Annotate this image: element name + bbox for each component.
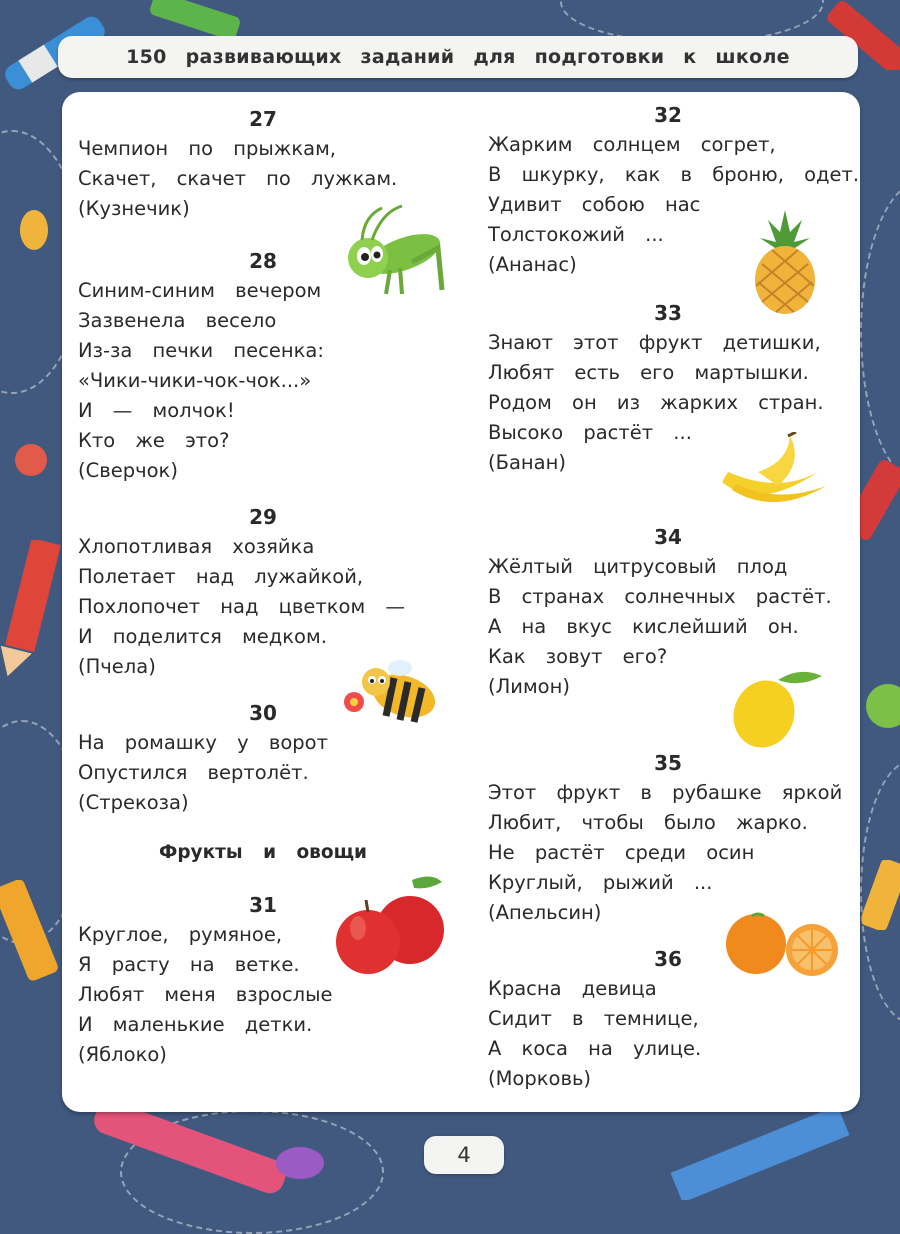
riddle-line: На ромашку у ворот <box>78 731 328 754</box>
riddle-line: И — молчок! <box>78 399 235 422</box>
book-title: 150 развивающих заданий для подготовки к школе <box>126 46 790 68</box>
riddle-line: Не растёт среди осин <box>488 841 755 864</box>
orange-icon <box>722 912 842 976</box>
riddle-line: Любит, чтобы было жарко. <box>488 811 808 834</box>
riddle-line: Как зовут его? <box>488 645 668 668</box>
riddle-line: А на вкус кислейший он. <box>488 615 799 638</box>
candy-icon <box>6 430 56 490</box>
riddle-line: Родом он из жарких стран. <box>488 391 824 414</box>
lollipop-icon <box>862 680 900 750</box>
riddle-line: Любят меня взрослые <box>78 983 333 1006</box>
riddle-line: Зазвенела весело <box>78 309 277 332</box>
riddle-number: 32 <box>654 103 682 127</box>
section-title: Фрукты и овощи <box>158 842 368 863</box>
riddle-line: Полетает над лужайкой, <box>78 565 364 588</box>
riddle-line: «Чики-чики-чок-чок...» <box>78 369 312 392</box>
riddle-line: Сидит в темнице, <box>488 1007 699 1030</box>
pencil-icon <box>650 1110 850 1200</box>
riddle-line: И маленькие детки. <box>78 1013 313 1036</box>
riddle-answer: (Ананас) <box>488 253 577 276</box>
riddle-number: 33 <box>654 301 682 325</box>
riddle-number: 28 <box>249 249 277 273</box>
candy-icon <box>12 200 56 260</box>
riddle-line: Скачет, скачет по лужкам. <box>78 167 398 190</box>
riddle-line: Любят есть его мартышки. <box>488 361 809 384</box>
riddle-number: 30 <box>249 701 277 725</box>
riddle-number: 27 <box>249 107 277 131</box>
content-card <box>62 92 860 1112</box>
riddle-line: Удивит собою нас <box>488 193 701 216</box>
lemon-icon <box>728 666 824 750</box>
riddle-line: И поделится медком. <box>78 625 327 648</box>
riddle-answer: (Морковь) <box>488 1067 592 1090</box>
riddle-answer: (Сверчок) <box>78 459 178 482</box>
grasshopper-icon <box>342 202 452 302</box>
riddle-line: Я расту на ветке. <box>78 953 300 976</box>
riddle-answer: (Апельсин) <box>488 901 602 924</box>
riddle-answer: (Пчела) <box>78 655 156 678</box>
riddle-answer: (Яблоко) <box>78 1043 167 1066</box>
riddle-answer: (Банан) <box>488 451 566 474</box>
riddle-line: Кто же это? <box>78 429 230 452</box>
riddle-line: Жарким солнцем согрет, <box>488 133 776 156</box>
riddle-number: 36 <box>654 947 682 971</box>
riddle-number: 29 <box>249 505 277 529</box>
riddle-line: Похлопочет над цветком — <box>78 595 405 618</box>
riddle-line: В шкурку, как в броню, одет. <box>488 163 860 186</box>
riddle-line: В странах солнечных растёт. <box>488 585 832 608</box>
riddle-35 <box>488 750 848 928</box>
riddle-line: Жёлтый цитрусовый плод <box>488 555 788 578</box>
crayon-icon <box>862 860 900 930</box>
riddle-line: А коса на улице. <box>488 1037 702 1060</box>
background-doodle <box>860 180 900 484</box>
riddle-answer: (Кузнечик) <box>78 197 190 220</box>
riddle-line: Толстокожий ... <box>488 223 664 246</box>
riddle-number: 34 <box>654 525 682 549</box>
riddle-line: Круглый, рыжий ... <box>488 871 713 894</box>
riddle-line: Круглое, румяное, <box>78 923 283 946</box>
apple-icon <box>332 872 452 982</box>
riddle-line: Высоко растёт ... <box>488 421 692 444</box>
riddle-answer: (Лимон) <box>488 675 570 698</box>
page-header <box>58 36 858 78</box>
banana-icon <box>718 432 830 512</box>
riddle-line: Красна девица <box>488 977 657 1000</box>
riddle-line: Чемпион по прыжкам, <box>78 137 336 160</box>
crayon-icon <box>150 0 240 40</box>
pencil-icon <box>0 540 70 680</box>
candy-icon <box>260 1138 340 1188</box>
riddle-line: Синим-синим вечером <box>78 279 322 302</box>
riddle-line: Хлопотливая хозяйка <box>78 535 315 558</box>
bee-icon <box>334 654 444 734</box>
riddle-answer: (Стрекоза) <box>78 791 189 814</box>
riddle-line: Этот фрукт в рубашке яркой <box>488 781 843 804</box>
pineapple-icon <box>750 210 820 315</box>
riddle-number: 35 <box>654 751 682 775</box>
riddle-line: Знают этот фрукт детишки, <box>488 331 821 354</box>
riddle-line: Из-за печки песенка: <box>78 339 324 362</box>
riddle-number: 31 <box>249 893 277 917</box>
page-number: 4 <box>424 1136 504 1174</box>
crayon-icon <box>0 880 70 990</box>
riddle-line: Опустился вертолёт. <box>78 761 309 784</box>
